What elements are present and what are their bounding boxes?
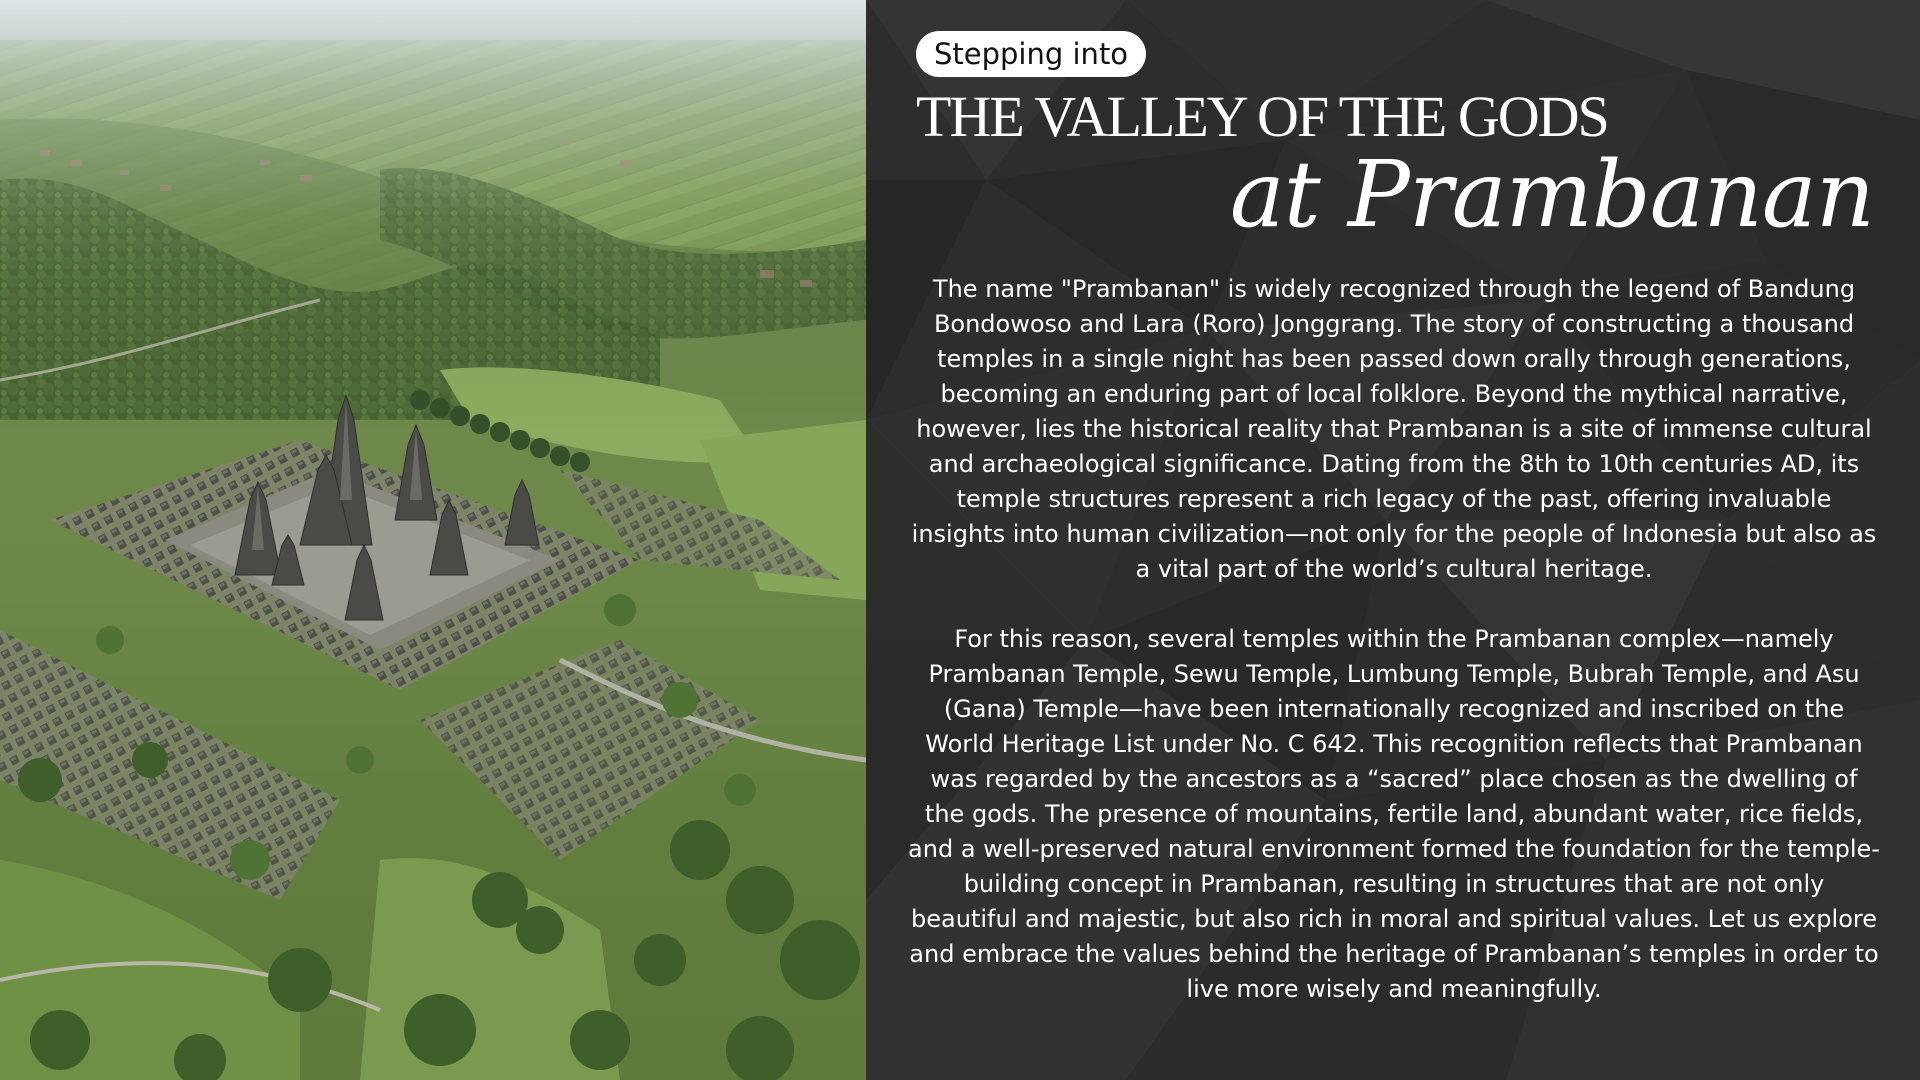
intro-tag: Stepping into <box>916 31 1146 77</box>
page-subtitle: at Prambanan <box>1229 141 1874 248</box>
aerial-photo-illustration <box>0 0 866 1080</box>
paragraph: The name "Prambanan" is widely recognized through the legend of Bandung Bondowoso and Lara (Roro) Jonggrang. The story of constructing a thousand temples in a single night has been passed down orally through generations, becoming an enduring part of local folklore. Beyond the mythical narrative, however, lies the historical reality that Prambanan is a site of immense cultural and archaeological significance. Dating from the 8th to 10th centuries AD, its temple structures represent a rich legacy of the past, offering invaluable insights into human civilization—not only for the people of Indonesia but also as a vital part of the world’s cultural heritage. <box>911 275 1877 583</box>
page-title: THE VALLEY OF THE GODS <box>916 84 1608 149</box>
body-text <box>908 272 1880 1007</box>
aerial-photo <box>0 0 866 1080</box>
text-panel <box>866 0 1920 1080</box>
paragraph: For this reason, several temples within the Prambanan complex—namely Prambanan Temple, Sewu Temple, Lumbung Temple, Bubrah Temple, and Asu (Gana) Temple—have been internationally recognized and inscribed on the World Heritage List under No. C 642. This recognition reflects that Prambanan was regarded by the ancestors as a “sacred” place chosen as the dwelling of the gods. The presence of mountains, fertile land, abundant water, rice fields, and a well-preserved natural environment formed the foundation for the temple-building concept in Prambanan, resulting in structures that are not only beautiful and majestic, but also rich in moral and spiritual values. Let us explore and embrace the values behind the heritage of Prambanan’s temples in order to live more wisely and meaningfully. <box>908 625 1880 1003</box>
